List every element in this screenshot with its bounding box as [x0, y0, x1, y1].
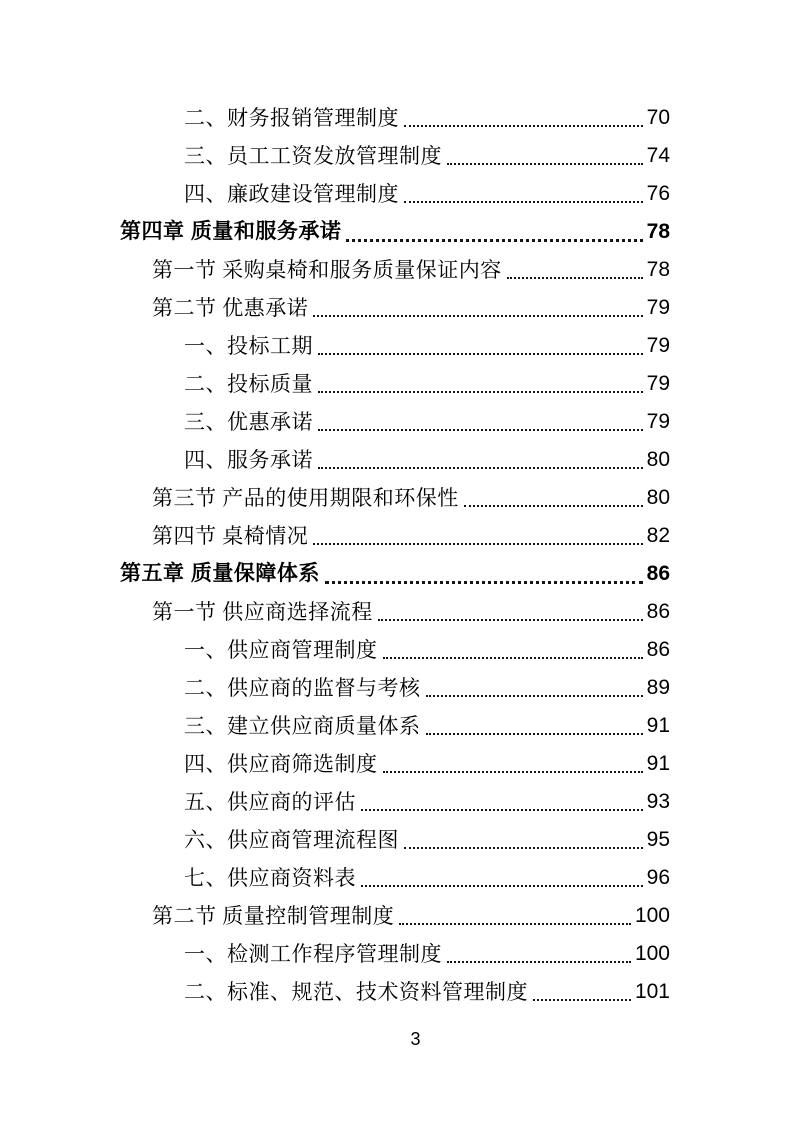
toc-entry-item[interactable] — [184, 365, 670, 403]
toc-entry-label: 二、投标质量 — [184, 372, 313, 396]
toc-entry-chapter[interactable] — [120, 555, 670, 593]
dot-leader — [318, 391, 643, 393]
toc-entry-page-number: 79 — [646, 410, 670, 433]
toc-entry-page-number: 91 — [646, 752, 670, 775]
dot-leader — [318, 467, 643, 469]
toc-entry-page-number: 96 — [646, 866, 670, 889]
toc-entry-label: 七、供应商资料表 — [184, 866, 356, 890]
dot-leader — [533, 999, 631, 1001]
dot-leader — [383, 771, 643, 773]
toc-entry-label: 二、标准、规范、技术资料管理制度 — [184, 980, 528, 1004]
toc-entry-page-number: 91 — [646, 714, 670, 737]
toc-entry-page-number: 78 — [646, 220, 670, 243]
toc-entry-label: 三、员工工资发放管理制度 — [184, 144, 442, 168]
toc-entry-page-number: 79 — [646, 372, 670, 395]
toc-entry-item[interactable] — [184, 669, 670, 707]
toc-entry-item[interactable] — [184, 745, 670, 783]
toc-entry-page-number: 80 — [646, 448, 670, 471]
dot-leader — [426, 733, 643, 735]
toc-entry-label: 二、财务报销管理制度 — [184, 106, 399, 130]
toc-entry-section[interactable] — [152, 517, 670, 555]
toc-entry-page-number: 95 — [646, 828, 670, 851]
toc-entry-item[interactable] — [184, 99, 670, 137]
toc-entry-page-number: 82 — [646, 524, 670, 547]
toc-entry-page-number: 86 — [646, 638, 670, 661]
toc-entry-label: 第二节 质量控制管理制度 — [152, 904, 395, 928]
toc-entry-label: 三、建立供应商质量体系 — [184, 714, 421, 738]
toc-entry-page-number: 93 — [646, 790, 670, 813]
toc-entry-item[interactable] — [184, 137, 670, 175]
dot-leader — [404, 201, 643, 203]
toc-entry-section[interactable] — [152, 593, 670, 631]
dot-leader — [318, 429, 643, 431]
toc-entry-label: 四、服务承诺 — [184, 448, 313, 472]
toc-entry-label: 三、优惠承诺 — [184, 410, 313, 434]
dot-leader — [361, 885, 643, 887]
page-footer — [0, 1024, 793, 1054]
toc-entry-label: 第一节 供应商选择流程 — [152, 600, 373, 624]
dot-leader — [447, 163, 643, 165]
dot-leader — [464, 505, 643, 507]
dot-leader — [346, 239, 642, 242]
dot-leader — [318, 353, 643, 355]
toc-entry-label: 一、检测工作程序管理制度 — [184, 942, 442, 966]
toc-entry-label: 第一节 采购桌椅和服务质量保证内容 — [152, 258, 502, 282]
toc-entry-item[interactable] — [184, 783, 670, 821]
dot-leader — [399, 923, 631, 925]
toc-entry-item[interactable] — [184, 859, 670, 897]
toc-entry-label: 第三节 产品的使用期限和环保性 — [152, 486, 459, 510]
toc-entry-item[interactable] — [184, 821, 670, 859]
toc-entry-item[interactable] — [184, 175, 670, 213]
toc-entry-label: 第二节 优惠承诺 — [152, 296, 309, 320]
toc-entry-section[interactable] — [152, 251, 670, 289]
toc-entry-label: 第四章 质量和服务承诺 — [120, 220, 342, 243]
table-of-contents — [0, 99, 670, 1011]
dot-leader — [507, 277, 643, 279]
toc-entry-label: 第四节 桌椅情况 — [152, 524, 309, 548]
toc-entry-chapter[interactable] — [120, 213, 670, 251]
toc-entry-label: 二、供应商的监督与考核 — [184, 676, 421, 700]
toc-entry-page-number: 100 — [634, 904, 670, 927]
toc-entry-page-number: 86 — [646, 600, 670, 623]
toc-entry-page-number: 74 — [646, 144, 670, 167]
toc-entry-item[interactable] — [184, 403, 670, 441]
toc-entry-label: 第五章 质量保障体系 — [120, 562, 320, 585]
toc-entry-page-number: 70 — [646, 106, 670, 129]
dot-leader — [383, 657, 643, 659]
dot-leader — [378, 619, 643, 621]
toc-entry-page-number: 79 — [646, 334, 670, 357]
toc-entry-item[interactable] — [184, 441, 670, 479]
toc-entry-page-number: 100 — [634, 942, 670, 965]
dot-leader — [361, 809, 643, 811]
toc-entry-page-number: 79 — [646, 296, 670, 319]
toc-entry-section[interactable] — [152, 289, 670, 327]
toc-entry-page-number: 76 — [646, 182, 670, 205]
toc-entry-item[interactable] — [184, 327, 670, 365]
toc-entry-label: 四、供应商筛选制度 — [184, 752, 378, 776]
toc-entry-page-number: 101 — [634, 980, 670, 1003]
dot-leader — [447, 961, 631, 963]
toc-entry-section[interactable] — [152, 479, 670, 517]
toc-entry-page-number: 80 — [646, 486, 670, 509]
dot-leader — [404, 125, 643, 127]
dot-leader — [313, 543, 642, 545]
dot-leader — [313, 315, 642, 317]
toc-entry-label: 一、投标工期 — [184, 334, 313, 358]
toc-entry-label: 六、供应商管理流程图 — [184, 828, 399, 852]
dot-leader — [404, 847, 643, 849]
toc-entry-label: 五、供应商的评估 — [184, 790, 356, 814]
toc-entry-page-number: 89 — [646, 676, 670, 699]
dot-leader — [426, 695, 643, 697]
toc-entry-section[interactable] — [152, 897, 670, 935]
dot-leader — [325, 581, 643, 584]
toc-entry-item[interactable] — [184, 973, 670, 1011]
toc-entry-page-number: 78 — [646, 258, 670, 281]
page-number: 3 — [410, 1029, 421, 1049]
toc-entry-item[interactable] — [184, 935, 670, 973]
toc-entry-page-number: 86 — [646, 562, 670, 585]
toc-entry-item[interactable] — [184, 707, 670, 745]
toc-entry-item[interactable] — [184, 631, 670, 669]
toc-entry-label: 一、供应商管理制度 — [184, 638, 378, 662]
toc-entry-label: 四、廉政建设管理制度 — [184, 182, 399, 206]
